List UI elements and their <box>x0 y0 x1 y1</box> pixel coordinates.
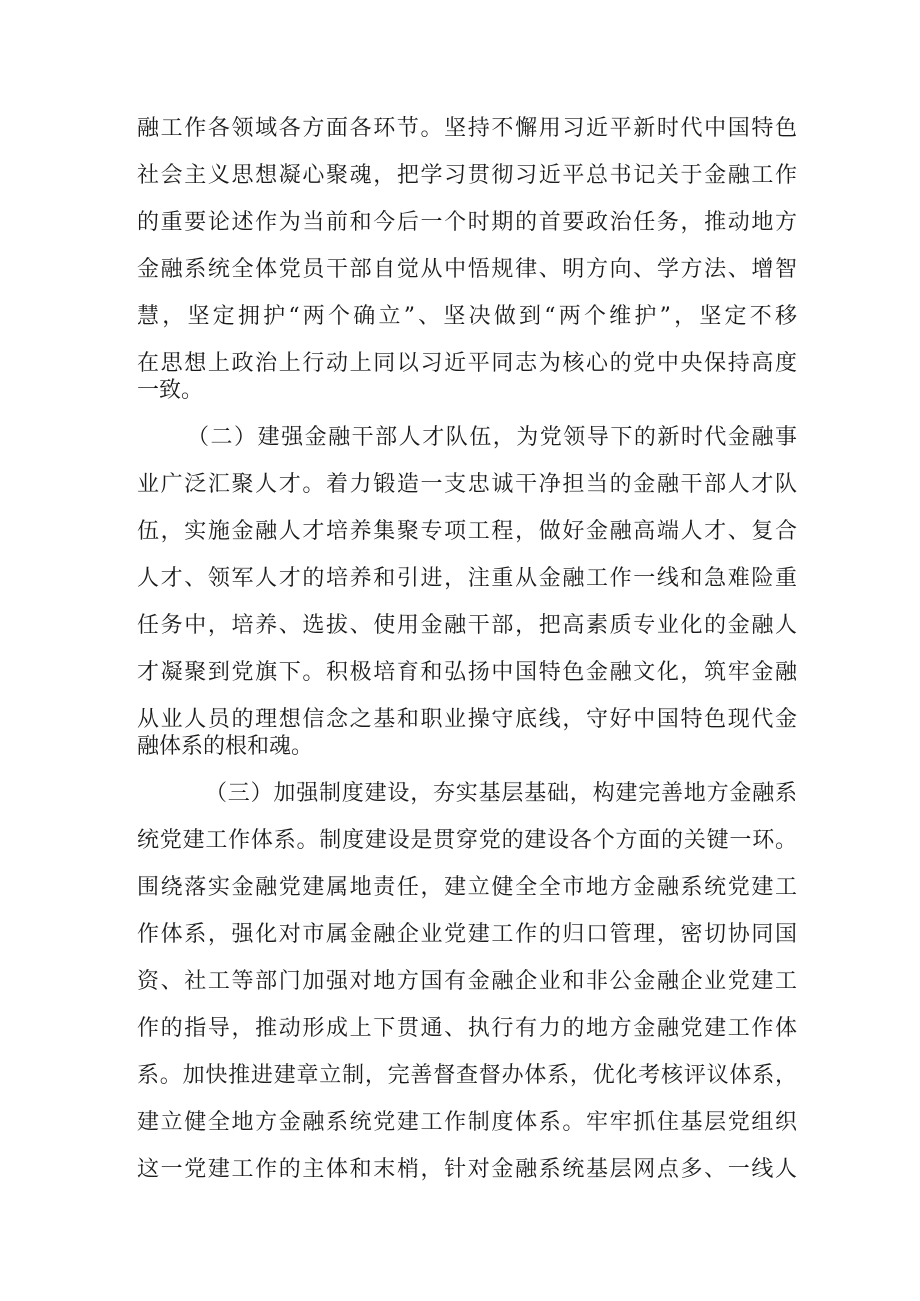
section-heading-line: （三）加强制度建设，夯实基层基础，构建完善地方金融系 <box>205 781 797 806</box>
paragraph-line: 围绕落实金融党建属地责任，建立健全全市地方金融系统党建工 <box>137 875 797 900</box>
paragraph-line: 融体系的根和魂。 <box>137 734 314 759</box>
paragraph-line: 一致。 <box>137 378 204 403</box>
paragraph-line: 的重要论述作为当前和今后一个时期的首要政治任务，推动地方 <box>137 210 797 235</box>
paragraph-line: 统党建工作体系。制度建设是贯穿党的建设各个方面的关键一环。 <box>137 828 797 853</box>
paragraph-line: 慧，坚定拥护“两个确立”、坚决做到“两个维护”，坚定不移 <box>137 304 797 329</box>
paragraph-line: 业广泛汇聚人才。着力锻造一支忠诚干净担当的金融干部人才队 <box>137 472 797 497</box>
paragraph-line: 任务中，培养、选拔、使用金融干部，把高素质专业化的金融人 <box>137 613 797 638</box>
paragraph-line: 才凝聚到党旗下。积极培育和弘扬中国特色金融文化，筑牢金融 <box>137 660 797 685</box>
paragraph-line: 建立健全地方金融系统党建工作制度体系。牢牢抓住基层党组织 <box>137 1110 797 1135</box>
paragraph-line: 社会主义思想凝心聚魂，把学习贯彻习近平总书记关于金融工作 <box>137 163 797 188</box>
paragraph-line: 人才、领军人才的培养和引进，注重从金融工作一线和急难险重 <box>137 566 797 591</box>
section-heading-line: （二）建强金融干部人才队伍，为党领导下的新时代金融事 <box>187 425 797 450</box>
paragraph-line: 金融系统全体党员干部自觉从中悟规律、明方向、学方法、增智 <box>137 257 797 282</box>
paragraph-line: 从业人员的理想信念之基和职业操守底线，守好中国特色现代金 <box>137 707 797 732</box>
paragraph-line: 作体系，强化对市属金融企业党建工作的归口管理，密切协同国 <box>137 922 797 947</box>
paragraph-line: 融工作各领域各方面各环节。坚持不懈用习近平新时代中国特色 <box>137 116 797 141</box>
paragraph-line: 作的指导，推动形成上下贯通、执行有力的地方金融党建工作体 <box>137 1016 797 1041</box>
paragraph-line: 系。加快推进建章立制，完善督查督办体系，优化考核评议体系， <box>137 1063 797 1088</box>
paragraph-line: 资、社工等部门加强对地方国有金融企业和非公金融企业党建工 <box>137 969 797 994</box>
paragraph-line: 这一党建工作的主体和末梢，针对金融系统基层网点多、一线人 <box>137 1157 797 1182</box>
paragraph-line: 在思想上政治上行动上同以习近平同志为核心的党中央保持高度 <box>137 351 797 376</box>
paragraph-line: 伍，实施金融人才培养集聚专项工程，做好金融高端人才、复合 <box>137 519 797 544</box>
